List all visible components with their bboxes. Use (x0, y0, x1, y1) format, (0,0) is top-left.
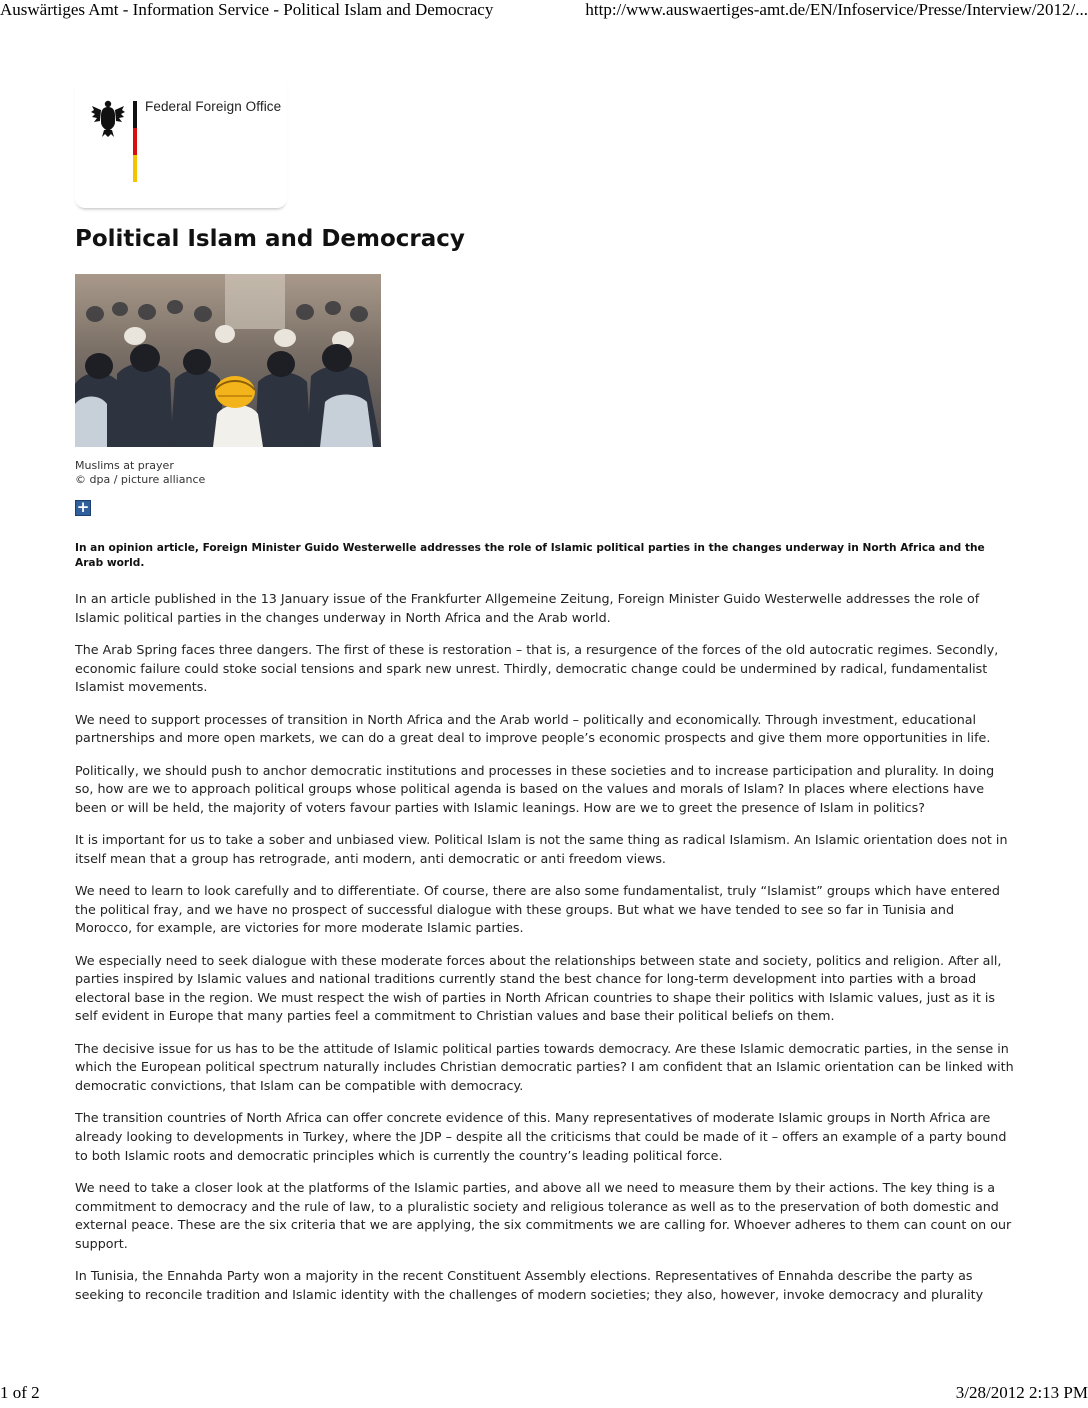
body-paragraph: In an article published in the 13 January issue of the Frankfurter Allgemeine Zeitung, Foreign Minister Guido Westerwelle addresses the role of Islamic political parties in the changes underway in North Africa and the Arab world. (75, 591, 980, 625)
print-header (0, 0, 1088, 24)
body-paragraph: We need to support processes of transition in North Africa and the Arab world – politically and economically. Through investment, educational partnerships and more open markets, we can do a great deal to improve people’s economic prospects and give them more opportunities in life. (75, 711, 991, 746)
print-header-url: http://www.auswaertiges-amt.de/EN/Infoservice/Presse/Interview/2012/... (585, 0, 1088, 19)
body-paragraph: In Tunisia, the Ennahda Party won a majority in the recent Constituent Assembly elections. Representatives of Ennahda describe the party as seeking to reconcile tradition and Islamic identity with the challenges of modern societies; they also, however, invoke democracy and plurality (75, 1268, 984, 1302)
print-header-title: Auswärtiges Amt - Information Service - Political Islam and Democracy (0, 0, 494, 19)
flag-stripe-black (133, 101, 137, 128)
body-paragraph: The decisive issue for us has to be the attitude of Islamic political parties towards democracy. Are these Islamic democratic parties, in the sense in which the European political spectrum naturally includes Christian democratic parties? I am confident that an Islamic orientation can be linked with democratic convictions, that Islam can be compatible with democracy. (75, 1040, 1014, 1094)
enlarge-image-button[interactable] (75, 500, 91, 516)
federal-eagle-icon (91, 98, 125, 138)
article-body (75, 590, 1015, 1318)
body-paragraph: We need to learn to look carefully and to differentiate. Of course, there are also some fundamentalist, truly “Islamist” groups which have entered the political fray, and we have no prospect of successful dialogue with these groups. But what we have tended to see so far in Tunisia and Morocco, for example, are victories for more moderate Islamic parties. (75, 883, 1000, 936)
flag-stripe-gold (133, 155, 137, 182)
article-photo[interactable] (75, 274, 381, 447)
body-paragraph: It is important for us to take a sober and unbiased view. Political Islam is not the same thing as radical Islamism. An Islamic orientation does not in itself mean that a group has retrograde, anti modern, anti democratic or anti freedom views. (75, 832, 1008, 866)
body-paragraph: We need to take a closer look at the platforms of the Islamic parties, and above all we need to measure them by their actions. The key thing is a commitment to democracy and the rule of law, to a pluralistic society and religious tolerance as well as to the preservation of both domestic and external peace. These are the six criteria that we are applying, the six commitments we are calling for. Whoever adheres to them can count on our support. (75, 1180, 1012, 1251)
body-paragraph: We especially need to seek dialogue with these moderate forces about the relationships between state and society, politics and religion. After all, parties inspired by Islamic values and national traditions currently stand the best chance for long-term development into parties with a broad electoral base in the region. We must respect the wish of parties in North African countries to shape their politics with Islamic values, just as it is self evident in Europe that many parties feel a commitment to Christian values and base their political beliefs on them. (75, 952, 1002, 1024)
body-paragraph: The transition countries of North Africa can offer concrete evidence of this. Many representatives of moderate Islamic groups in North Africa are already looking to developments in Turkey, where the JDP – despite all the criticisms that could be made of it – offers an example of a party bound to both Islamic roots and democratic principles which is currently the country’s leading political force. (75, 1110, 1007, 1163)
body-paragraph: The Arab Spring faces three dangers. The first of these is restoration – that is, a resurgence of the forces of the old autocratic regimes. Secondly, economic failure could stoke social tensions and spark new unrest. Thirdly, democratic change could be undermined by radical, fundamentalist Islamist movements. (75, 641, 999, 695)
plus-icon: + (76, 498, 90, 516)
photo-caption (75, 459, 205, 487)
article-lead: In an opinion article, Foreign Minister Guido Westerwelle addresses the role of Islamic political parties in the changes underway in North Africa and the Arab world. (75, 542, 985, 569)
org-name: Federal Foreign Office (145, 99, 282, 114)
page-title: Political Islam and Democracy (75, 226, 465, 252)
flag-stripe-red (133, 128, 137, 155)
caption-text: Muslims at prayer (75, 459, 174, 472)
print-footer (0, 1383, 1088, 1407)
page-number: 1 of 2 (0, 1383, 40, 1402)
caption-credit: © dpa / picture alliance (75, 473, 206, 486)
print-datetime: 3/28/2012 2:13 PM (955, 1383, 1088, 1402)
body-paragraph: Politically, we should push to anchor democratic institutions and processes in these societies and to increase participation and plurality. In doing so, how are we to approach political groups whose political agenda is based on the values and morals of Islam? In places where elections have been or will be held, the majority of voters favour parties with Islamic leanings. How are we to greet the presence of Islam in politics? (75, 762, 995, 815)
site-logo[interactable] (75, 80, 287, 208)
